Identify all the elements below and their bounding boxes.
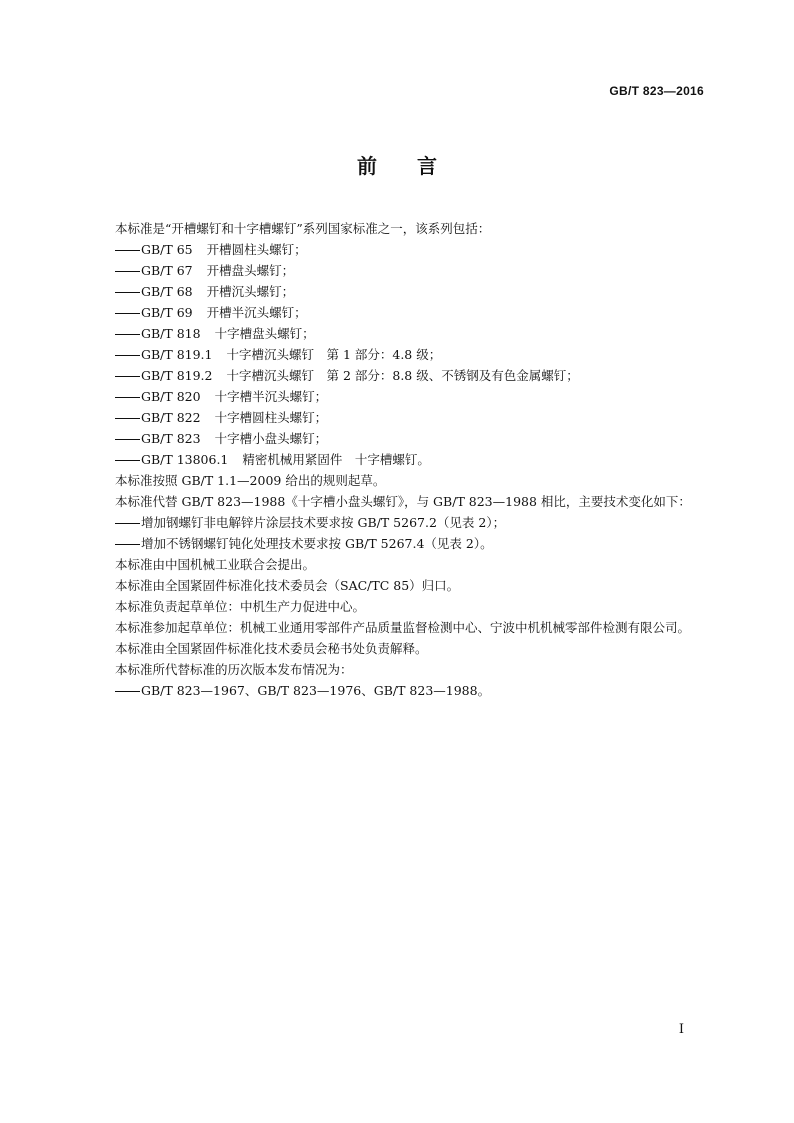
series-item: GB/T 68 开槽沉头螺钉； (90, 281, 706, 302)
dash-mark (115, 250, 140, 251)
foreword-body (90, 218, 706, 701)
page-title: 前言 (357, 154, 477, 178)
dash-mark (115, 439, 140, 440)
series-item: GB/T 69 开槽半沉头螺钉； (90, 302, 706, 323)
dash-mark (115, 418, 140, 419)
replaces-paragraph: 本标准代替 GB/T 823—1988《十字槽小盘头螺钉》，与 GB/T 823—1988 相比，主要技术变化如下： (115, 494, 691, 509)
dash-mark (115, 544, 140, 545)
series-item: GB/T 819.1 十字槽沉头螺钉 第 1 部分：4.8 级； (90, 344, 706, 365)
dash-mark (115, 271, 140, 272)
history-intro-paragraph: 本标准所代替标准的历次版本发布情况为： (115, 662, 353, 677)
series-item: GB/T 823 十字槽小盘头螺钉； (90, 428, 706, 449)
series-item: GB/T 819.2 十字槽沉头螺钉 第 2 部分：8.8 级、不锈钢及有色金属螺钉； (90, 365, 706, 386)
dash-mark (115, 334, 140, 335)
dash-mark (115, 355, 140, 356)
change-item: 增加不锈钢螺钉钝化处理技术要求按 GB/T 5267.4（见表 2）。 (90, 533, 706, 554)
drafting-rule-paragraph: 本标准按照 GB/T 1.1—2009 给出的规则起草。 (115, 473, 386, 488)
series-item: GB/T 13806.1 精密机械用紧固件 十字槽螺钉。 (90, 449, 706, 470)
series-item: GB/T 65 开槽圆柱头螺钉； (90, 239, 706, 260)
page-number: I (678, 1022, 684, 1037)
series-item: GB/T 822 十字槽圆柱头螺钉； (90, 407, 706, 428)
participants-paragraph: 本标准参加起草单位：机械工业通用零部件产品质量监督检测中心、宁波中机机械零部件检测有限公司。 (115, 620, 691, 635)
series-item: GB/T 67 开槽盘头螺钉； (90, 260, 706, 281)
dash-mark (115, 460, 140, 461)
standard-code: GB/T 823—2016 (609, 84, 704, 98)
centralized-by-paragraph: 本标准由全国紧固件标准化技术委员会（SAC/TC 85）归口。 (115, 578, 460, 593)
interpretation-paragraph: 本标准由全国紧固件标准化技术委员会秘书处负责解释。 (115, 641, 428, 656)
dash-mark (115, 376, 140, 377)
series-item: GB/T 818 十字槽盘头螺钉； (90, 323, 706, 344)
dash-mark (115, 292, 140, 293)
dash-mark (115, 313, 140, 314)
series-list (90, 239, 706, 470)
proposed-by-paragraph: 本标准由中国机械工业联合会提出。 (115, 557, 316, 572)
history-item: GB/T 823—1967、GB/T 823—1976、GB/T 823—1988。 (90, 680, 706, 701)
dash-mark (115, 523, 140, 524)
dash-mark (115, 397, 140, 398)
series-item: GB/T 820 十字槽半沉头螺钉； (90, 386, 706, 407)
change-item: 增加钢螺钉非电解锌片涂层技术要求按 GB/T 5267.2（见表 2）； (90, 512, 706, 533)
intro-paragraph: 本标准是“开槽螺钉和十字槽螺钉”系列国家标准之一，该系列包括： (115, 221, 491, 236)
dash-mark (115, 691, 140, 692)
drafted-by-paragraph: 本标准负责起草单位：中机生产力促进中心。 (115, 599, 366, 614)
